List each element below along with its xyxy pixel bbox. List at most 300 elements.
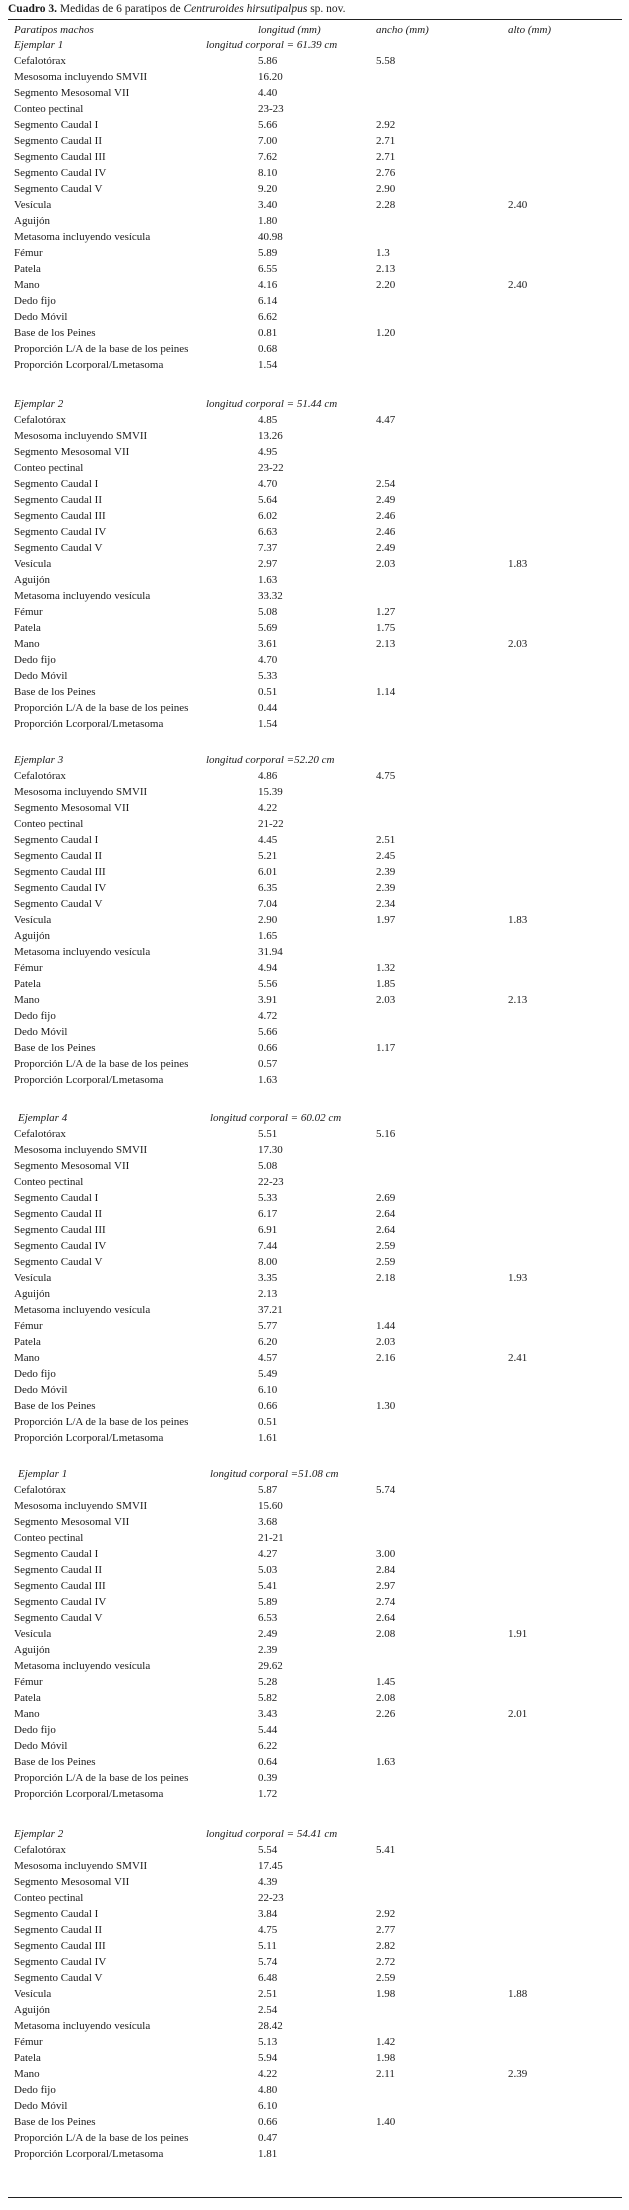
measurement-label: Vesícula: [14, 1628, 52, 1640]
measurement-label: Segmento Caudal V: [14, 1612, 103, 1624]
measurement-label: Conteo pectinal: [14, 103, 84, 115]
ancho-value: 2.28: [376, 199, 396, 211]
longitud-value: 0.66: [258, 1042, 278, 1054]
table-row: [0, 2050, 629, 2066]
table-row: [0, 277, 629, 293]
measurement-label: Metasoma incluyendo vesícula: [14, 1304, 151, 1316]
ancho-value: 1.97: [376, 914, 396, 926]
ancho-value: 2.49: [376, 542, 396, 554]
longitud-value: 4.86: [258, 770, 278, 782]
table-row: [0, 1254, 629, 1270]
measurement-label: Segmento Caudal I: [14, 119, 99, 131]
ancho-value: 2.13: [376, 638, 396, 650]
ancho-value: 1.98: [376, 1988, 396, 2000]
ancho-value: 2.82: [376, 1940, 396, 1952]
measurement-label: Segmento Caudal IV: [14, 1596, 107, 1608]
longitud-value: 4.16: [258, 279, 278, 291]
table-row: [0, 1024, 629, 1040]
longitud-value: 5.33: [258, 1192, 278, 1204]
measurement-label: Dedo fijo: [14, 1368, 56, 1380]
longitud-value: 2.90: [258, 914, 278, 926]
measurement-label: Fémur: [14, 1320, 43, 1332]
longitud-value: 5.94: [258, 2052, 278, 2064]
longitud-value: 2.39: [258, 1644, 278, 1656]
ancho-value: 2.64: [376, 1224, 396, 1236]
specimen-heading-row: [0, 396, 629, 412]
table-row: [0, 1658, 629, 1674]
table-row: [0, 2082, 629, 2098]
specimen-title: Ejemplar 2: [14, 398, 64, 410]
bottom-rule: [8, 2197, 622, 2198]
specimen-heading-row: [0, 1110, 629, 1126]
table-row: [0, 2018, 629, 2034]
table-row: [0, 1626, 629, 1642]
table-row: [0, 1610, 629, 1626]
caption-text: Medidas de 6 paratipos de: [57, 3, 184, 15]
measurement-label: Proporción Lcorporal/Lmetasoma: [14, 1788, 164, 1800]
longitud-value: 22-23: [258, 1176, 284, 1188]
measurement-label: Dedo fijo: [14, 2084, 56, 2096]
measurement-label: Mano: [14, 1352, 40, 1364]
measurement-label: Mano: [14, 279, 40, 291]
measurement-label: Segmento Caudal III: [14, 1580, 106, 1592]
ancho-value: 2.03: [376, 994, 396, 1006]
body-length-note: longitud corporal = 60.02 cm: [210, 1112, 342, 1124]
specimen-heading-row: [0, 1466, 629, 1482]
longitud-value: 13.26: [258, 430, 283, 442]
measurement-label: Segmento Caudal II: [14, 1924, 102, 1936]
measurement-label: Cefalotórax: [14, 1128, 66, 1140]
measurement-label: Cefalotórax: [14, 55, 66, 67]
table-row: [0, 848, 629, 864]
longitud-value: 5.66: [258, 119, 278, 131]
measurement-label: Vesícula: [14, 1272, 52, 1284]
longitud-value: 3.43: [258, 1708, 278, 1720]
longitud-value: 37.21: [258, 1304, 283, 1316]
ancho-value: 2.92: [376, 119, 396, 131]
measurement-label: Mesosoma incluyendo SMVII: [14, 1500, 148, 1512]
table-row: [0, 1514, 629, 1530]
table-row: [0, 1578, 629, 1594]
measurement-label: Fémur: [14, 1676, 43, 1688]
longitud-value: 5.64: [258, 494, 278, 506]
table-row: [0, 476, 629, 492]
measurement-label: Segmento Caudal IV: [14, 167, 107, 179]
longitud-value: 1.65: [258, 930, 278, 942]
longitud-value: 4.57: [258, 1352, 278, 1364]
measurement-label: Patela: [14, 622, 41, 634]
ancho-value: 2.97: [376, 1580, 396, 1592]
measurement-label: Aguijón: [14, 2004, 51, 2016]
measurement-label: Mano: [14, 638, 40, 650]
longitud-value: 7.00: [258, 135, 278, 147]
ancho-value: 2.77: [376, 1924, 396, 1936]
ancho-value: 1.45: [376, 1676, 396, 1688]
longitud-value: 23-23: [258, 103, 284, 115]
table-row: [0, 1922, 629, 1938]
table-row: [0, 357, 629, 373]
measurement-label: Segmento Caudal I: [14, 1192, 99, 1204]
measurement-label: Dedo fijo: [14, 1724, 56, 1736]
longitud-value: 0.51: [258, 686, 278, 698]
ancho-value: 1.20: [376, 327, 396, 339]
longitud-value: 4.85: [258, 414, 278, 426]
ancho-value: 2.76: [376, 167, 396, 179]
longitud-value: 0.68: [258, 343, 278, 355]
longitud-value: 5.77: [258, 1320, 278, 1332]
ancho-value: 2.71: [376, 151, 396, 163]
table-row: [0, 1754, 629, 1770]
measurement-label: Segmento Caudal I: [14, 1548, 99, 1560]
longitud-value: 6.63: [258, 526, 278, 538]
table-row: [0, 992, 629, 1008]
ancho-value: 2.59: [376, 1256, 396, 1268]
longitud-value: 3.91: [258, 994, 278, 1006]
measurement-label: Dedo Móvil: [14, 2100, 68, 2112]
table-row: [0, 1040, 629, 1056]
longitud-value: 5.51: [258, 1128, 278, 1140]
longitud-value: 4.95: [258, 446, 278, 458]
body-length-note: longitud corporal = 51.44 cm: [206, 398, 338, 410]
longitud-value: 5.89: [258, 247, 278, 259]
longitud-value: 6.20: [258, 1336, 278, 1348]
specimen-title: Ejemplar 2: [14, 1828, 64, 1840]
measurement-label: Segmento Caudal V: [14, 1972, 103, 1984]
measurement-label: Segmento Mesosomal VII: [14, 1516, 130, 1528]
measurement-label: Aguijón: [14, 1288, 51, 1300]
ancho-value: 3.00: [376, 1548, 396, 1560]
longitud-value: 5.21: [258, 850, 278, 862]
longitud-value: 5.28: [258, 1676, 278, 1688]
longitud-value: 31.94: [258, 946, 283, 958]
longitud-value: 5.66: [258, 1026, 278, 1038]
table-row: [0, 325, 629, 341]
longitud-value: 1.72: [258, 1788, 278, 1800]
longitud-value: 5.08: [258, 1160, 278, 1172]
measurement-label: Cefalotórax: [14, 770, 66, 782]
measurement-label: Metasoma incluyendo vesícula: [14, 946, 151, 958]
measurement-label: Segmento Caudal II: [14, 1564, 102, 1576]
table-row: [0, 684, 629, 700]
table-row: [0, 2098, 629, 2114]
measurement-label: Segmento Caudal I: [14, 1908, 99, 1920]
longitud-value: 29.62: [258, 1660, 283, 1672]
alto-value: 1.83: [508, 914, 528, 926]
longitud-value: 5.74: [258, 1956, 278, 1968]
measurement-label: Segmento Caudal III: [14, 866, 106, 878]
longitud-value: 22-23: [258, 1892, 284, 1904]
table-row: [0, 492, 629, 508]
header-ancho: ancho (mm): [376, 24, 429, 36]
longitud-value: 6.01: [258, 866, 278, 878]
ancho-value: 2.20: [376, 279, 396, 291]
caption-label: Cuadro 3.: [8, 3, 57, 15]
longitud-value: 2.49: [258, 1628, 278, 1640]
longitud-value: 4.45: [258, 834, 278, 846]
longitud-value: 3.61: [258, 638, 278, 650]
ancho-value: 2.18: [376, 1272, 396, 1284]
table-row: [0, 896, 629, 912]
table-row: [0, 229, 629, 245]
specimen-title: Ejemplar 1: [18, 1468, 68, 1480]
table-row: [0, 2002, 629, 2018]
longitud-value: 4.75: [258, 1924, 278, 1936]
table-row: [0, 1786, 629, 1802]
longitud-value: 5.89: [258, 1596, 278, 1608]
table-row: [0, 524, 629, 540]
ancho-value: 2.46: [376, 510, 396, 522]
measurement-label: Metasoma incluyendo vesícula: [14, 590, 151, 602]
longitud-value: 6.10: [258, 1384, 278, 1396]
measurement-label: Base de los Peines: [14, 2116, 96, 2128]
measurement-label: Cefalotórax: [14, 414, 66, 426]
ancho-value: 4.75: [376, 770, 396, 782]
table-row: [0, 1414, 629, 1430]
table-row: [0, 1334, 629, 1350]
alto-value: 1.91: [508, 1628, 528, 1640]
table-row: [0, 620, 629, 636]
measurement-label: Base de los Peines: [14, 327, 96, 339]
ancho-value: 2.16: [376, 1352, 396, 1364]
table-row: [0, 1890, 629, 1906]
table-row: [0, 293, 629, 309]
measurement-label: Proporción L/A de la base de los peines: [14, 343, 189, 355]
specimen-heading-row: [0, 752, 629, 768]
longitud-value: 6.91: [258, 1224, 278, 1236]
alto-value: 1.93: [508, 1272, 528, 1284]
measurement-label: Segmento Mesosomal VII: [14, 87, 130, 99]
table-row: [0, 1642, 629, 1658]
measurement-label: Conteo pectinal: [14, 1892, 84, 1904]
table-row: [0, 1706, 629, 1722]
table-row: [0, 960, 629, 976]
measurement-label: Base de los Peines: [14, 1756, 96, 1768]
table-row: [0, 1174, 629, 1190]
measurement-label: Dedo Móvil: [14, 1740, 68, 1752]
longitud-value: 3.84: [258, 1908, 278, 1920]
table-row: [0, 1874, 629, 1890]
measurement-label: Vesícula: [14, 558, 52, 570]
table-row: [0, 588, 629, 604]
longitud-value: 5.08: [258, 606, 278, 618]
table-row: [0, 1770, 629, 1786]
longitud-value: 0.66: [258, 2116, 278, 2128]
table-row: [0, 133, 629, 149]
longitud-value: 7.37: [258, 542, 278, 554]
ancho-value: 2.03: [376, 558, 396, 570]
table-row: [0, 700, 629, 716]
longitud-value: 6.55: [258, 263, 278, 275]
measurement-label: Segmento Caudal IV: [14, 882, 107, 894]
measurement-label: Conteo pectinal: [14, 818, 84, 830]
table-row: [0, 880, 629, 896]
body-length-note: longitud corporal = 61.39 cm: [206, 39, 338, 51]
measurement-label: Segmento Caudal II: [14, 850, 102, 862]
longitud-value: 5.86: [258, 55, 278, 67]
table-row: [0, 1954, 629, 1970]
longitud-value: 4.22: [258, 2068, 278, 2080]
table-row: [0, 816, 629, 832]
table-row: [0, 1430, 629, 1446]
longitud-value: 0.81: [258, 327, 278, 339]
measurement-label: Proporción Lcorporal/Lmetasoma: [14, 718, 164, 730]
table-row: [0, 1938, 629, 1954]
measurement-label: Mesosoma incluyendo SMVII: [14, 786, 148, 798]
ancho-value: 2.54: [376, 478, 396, 490]
table-row: [0, 1482, 629, 1498]
table-row: [0, 2034, 629, 2050]
measurement-label: Fémur: [14, 247, 43, 259]
longitud-value: 5.44: [258, 1724, 278, 1736]
measurement-label: Segmento Caudal II: [14, 494, 102, 506]
longitud-value: 1.81: [258, 2148, 278, 2160]
table-row: [0, 2114, 629, 2130]
longitud-value: 17.45: [258, 1860, 283, 1872]
longitud-value: 17.30: [258, 1144, 283, 1156]
measurement-label: Mesosoma incluyendo SMVII: [14, 430, 148, 442]
table-row: [0, 1222, 629, 1238]
measurement-label: Fémur: [14, 962, 43, 974]
table-row: [0, 101, 629, 117]
longitud-value: 5.49: [258, 1368, 278, 1380]
header-longitud: longitud (mm): [258, 24, 321, 36]
ancho-value: 2.59: [376, 1240, 396, 1252]
ancho-value: 5.58: [376, 55, 396, 67]
longitud-value: 1.54: [258, 359, 278, 371]
longitud-value: 6.14: [258, 295, 278, 307]
body-length-note: longitud corporal =52.20 cm: [206, 754, 335, 766]
measurement-label: Metasoma incluyendo vesícula: [14, 1660, 151, 1672]
table-row: [0, 197, 629, 213]
ancho-value: 2.74: [376, 1596, 396, 1608]
table-row: [0, 1970, 629, 1986]
ancho-value: 1.63: [376, 1756, 396, 1768]
longitud-value: 3.40: [258, 199, 278, 211]
longitud-value: 5.56: [258, 978, 278, 990]
measurement-label: Mesosoma incluyendo SMVII: [14, 1144, 148, 1156]
alto-value: 1.88: [508, 1988, 528, 2000]
table-row: [0, 2130, 629, 2146]
table-row: [0, 181, 629, 197]
specimen-title: Ejemplar 4: [18, 1112, 68, 1124]
measurement-label: Cefalotórax: [14, 1844, 66, 1856]
measurement-label: Segmento Caudal II: [14, 1208, 102, 1220]
longitud-value: 6.62: [258, 311, 278, 323]
ancho-value: 2.13: [376, 263, 396, 275]
longitud-value: 6.48: [258, 1972, 278, 1984]
table-row: [0, 912, 629, 928]
longitud-value: 6.35: [258, 882, 278, 894]
longitud-value: 5.41: [258, 1580, 278, 1592]
ancho-value: 2.59: [376, 1972, 396, 1984]
measurement-label: Mano: [14, 2068, 40, 2080]
measurement-label: Conteo pectinal: [14, 1176, 84, 1188]
longitud-value: 3.68: [258, 1516, 278, 1528]
ancho-value: 1.30: [376, 1400, 396, 1412]
ancho-value: 4.47: [376, 414, 396, 426]
longitud-value: 0.57: [258, 1058, 278, 1070]
table-row: [0, 1398, 629, 1414]
measurement-label: Aguijón: [14, 215, 51, 227]
header-alto: alto (mm): [508, 24, 552, 36]
table-row: [0, 1206, 629, 1222]
table-row: [0, 832, 629, 848]
table-row: [0, 768, 629, 784]
ancho-value: 2.34: [376, 898, 396, 910]
longitud-value: 7.62: [258, 151, 278, 163]
longitud-value: 5.33: [258, 670, 278, 682]
table-row: [0, 1286, 629, 1302]
ancho-value: 2.11: [376, 2068, 395, 2080]
specimen-title: Ejemplar 1: [14, 39, 64, 51]
table-row: [0, 652, 629, 668]
ancho-value: 5.74: [376, 1484, 396, 1496]
ancho-value: 2.08: [376, 1628, 396, 1640]
longitud-value: 15.39: [258, 786, 283, 798]
table-row: [0, 2146, 629, 2162]
longitud-value: 9.20: [258, 183, 278, 195]
longitud-value: 6.02: [258, 510, 278, 522]
longitud-value: 5.11: [258, 1940, 277, 1952]
ancho-value: 1.27: [376, 606, 396, 618]
table-row: [0, 864, 629, 880]
ancho-value: 1.14: [376, 686, 396, 698]
table-row: [0, 1366, 629, 1382]
ancho-value: 2.26: [376, 1708, 396, 1720]
table-row: [0, 2066, 629, 2082]
measurement-label: Segmento Caudal V: [14, 542, 103, 554]
table-row: [0, 508, 629, 524]
table-row: [0, 213, 629, 229]
measurement-label: Segmento Caudal V: [14, 1256, 103, 1268]
longitud-value: 2.97: [258, 558, 278, 570]
ancho-value: 1.75: [376, 622, 396, 634]
table-row: [0, 428, 629, 444]
measurement-label: Fémur: [14, 606, 43, 618]
longitud-value: 5.13: [258, 2036, 278, 2048]
measurement-label: Proporción L/A de la base de los peines: [14, 1058, 189, 1070]
longitud-value: 0.51: [258, 1416, 278, 1428]
alto-value: 2.40: [508, 199, 528, 211]
table-row: [0, 1546, 629, 1562]
longitud-value: 28.42: [258, 2020, 283, 2032]
ancho-value: 1.40: [376, 2116, 396, 2128]
table-row: [0, 636, 629, 652]
table-row: [0, 1986, 629, 2002]
table-row: [0, 928, 629, 944]
measurement-label: Segmento Caudal III: [14, 510, 106, 522]
longitud-value: 1.63: [258, 574, 278, 586]
measurement-label: Dedo fijo: [14, 654, 56, 666]
table-row: [0, 604, 629, 620]
alto-value: 2.13: [508, 994, 528, 1006]
longitud-value: 6.17: [258, 1208, 278, 1220]
table-row: [0, 716, 629, 732]
table-row: [0, 556, 629, 572]
measurement-label: Patela: [14, 2052, 41, 2064]
longitud-value: 5.69: [258, 622, 278, 634]
table-row: [0, 1722, 629, 1738]
longitud-value: 4.72: [258, 1010, 278, 1022]
table-row: [0, 1674, 629, 1690]
longitud-value: 8.00: [258, 1256, 278, 1268]
measurement-label: Vesícula: [14, 1988, 52, 2000]
body-length-note: longitud corporal =51.08 cm: [210, 1468, 339, 1480]
alto-value: 2.01: [508, 1708, 528, 1720]
longitud-value: 2.51: [258, 1988, 278, 2000]
table-row: [0, 1270, 629, 1286]
measurement-label: Dedo Móvil: [14, 1384, 68, 1396]
